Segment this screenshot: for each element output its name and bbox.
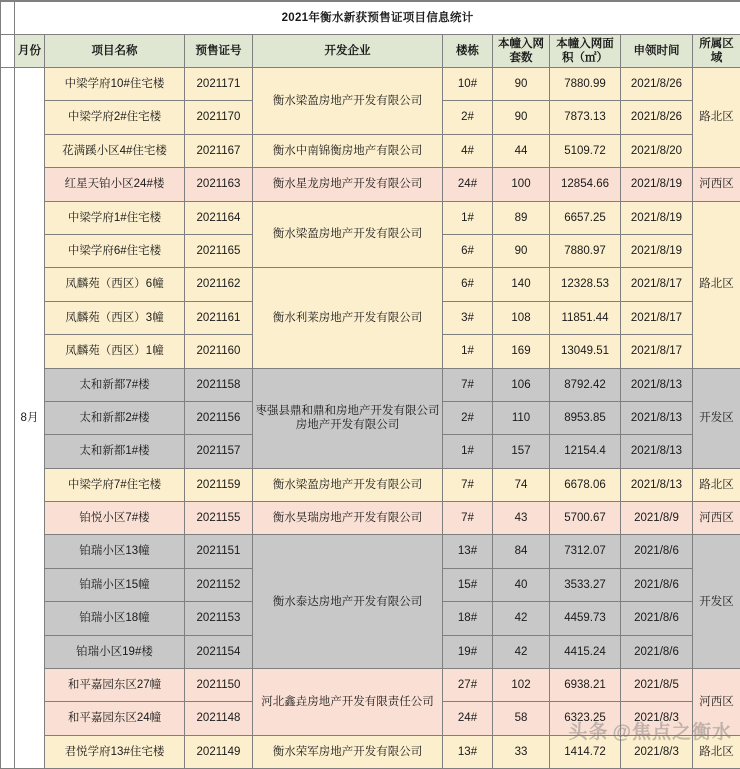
cell-units: 90 bbox=[493, 234, 550, 267]
cell-permit-no: 2021157 bbox=[185, 435, 253, 468]
cell-building: 27# bbox=[443, 669, 493, 702]
cell-region: 开发区 bbox=[693, 535, 740, 669]
cell-building: 1# bbox=[443, 335, 493, 368]
cell-building: 24# bbox=[443, 168, 493, 201]
cell-project-name: 铂瑞小区15幢 bbox=[45, 568, 185, 601]
cell-permit-no: 2021159 bbox=[185, 468, 253, 501]
cell-permit-no: 2021161 bbox=[185, 301, 253, 334]
cell-apply-date: 2021/8/3 bbox=[621, 735, 693, 768]
cell-units: 140 bbox=[493, 268, 550, 301]
cell-apply-date: 2021/8/19 bbox=[621, 168, 693, 201]
cell-apply-date: 2021/8/9 bbox=[621, 502, 693, 535]
cell-units: 43 bbox=[493, 502, 550, 535]
cell-region: 路北区 bbox=[693, 468, 740, 501]
cell-apply-date: 2021/8/20 bbox=[621, 134, 693, 167]
cell-project-name: 铂瑞小区18幢 bbox=[45, 602, 185, 635]
cell-building: 1# bbox=[443, 201, 493, 234]
cell-building: 2# bbox=[443, 401, 493, 434]
cell-apply-date: 2021/8/17 bbox=[621, 301, 693, 334]
cell-permit-no: 2021151 bbox=[185, 535, 253, 568]
table-row bbox=[1, 502, 740, 535]
cell-permit-no: 2021149 bbox=[185, 735, 253, 768]
cell-developer: 衡水星龙房地产开发有限公司 bbox=[253, 168, 443, 201]
cell-units: 169 bbox=[493, 335, 550, 368]
cell-project-name: 太和新都1#楼 bbox=[45, 435, 185, 468]
cell-area: 4415.24 bbox=[550, 635, 621, 668]
table-row bbox=[1, 168, 740, 201]
cell-area: 12328.53 bbox=[550, 268, 621, 301]
header-month: 月份 bbox=[15, 35, 45, 68]
cell-developer: 衡水梁盈房地产开发有限公司 bbox=[253, 68, 443, 135]
cell-units: 42 bbox=[493, 635, 550, 668]
cell-permit-no: 2021160 bbox=[185, 335, 253, 368]
cell-units: 108 bbox=[493, 301, 550, 334]
cell-building: 7# bbox=[443, 368, 493, 401]
cell-building: 18# bbox=[443, 602, 493, 635]
cell-units: 74 bbox=[493, 468, 550, 501]
table-row bbox=[1, 468, 740, 501]
cell-permit-no: 2021148 bbox=[185, 702, 253, 735]
cell-region: 河西区 bbox=[693, 168, 740, 201]
cell-building: 7# bbox=[443, 502, 493, 535]
cell-developer: 衡水梁盈房地产开发有限公司 bbox=[253, 468, 443, 501]
cell-apply-date: 2021/8/17 bbox=[621, 268, 693, 301]
cell-developer: 衡水梁盈房地产开发有限公司 bbox=[253, 201, 443, 268]
cell-apply-date: 2021/8/6 bbox=[621, 568, 693, 601]
cell-permit-no: 2021158 bbox=[185, 368, 253, 401]
cell-permit-no: 2021155 bbox=[185, 502, 253, 535]
cell-permit-no: 2021153 bbox=[185, 602, 253, 635]
cell-area: 8792.42 bbox=[550, 368, 621, 401]
header-region: 所属区域 bbox=[693, 35, 740, 68]
cell-area: 7312.07 bbox=[550, 535, 621, 568]
cell-apply-date: 2021/8/6 bbox=[621, 635, 693, 668]
cell-units: 110 bbox=[493, 401, 550, 434]
cell-project-name: 中梁学府2#住宅楼 bbox=[45, 101, 185, 134]
sheet-gutter bbox=[1, 2, 15, 35]
cell-apply-date: 2021/8/19 bbox=[621, 234, 693, 267]
month-cell: 8月 bbox=[15, 68, 45, 769]
header-permit-no: 预售证号 bbox=[185, 35, 253, 68]
header-building: 楼栋 bbox=[443, 35, 493, 68]
presale-permit-table bbox=[0, 1, 740, 769]
cell-units: 157 bbox=[493, 435, 550, 468]
sheet-gutter bbox=[1, 35, 15, 68]
cell-region: 路北区 bbox=[693, 68, 740, 168]
cell-project-name: 铂瑞小区13幢 bbox=[45, 535, 185, 568]
cell-project-name: 花满蹊小区4#住宅楼 bbox=[45, 134, 185, 167]
cell-area: 11851.44 bbox=[550, 301, 621, 334]
cell-apply-date: 2021/8/13 bbox=[621, 368, 693, 401]
cell-building: 19# bbox=[443, 635, 493, 668]
table-row bbox=[1, 735, 740, 768]
cell-units: 44 bbox=[493, 134, 550, 167]
header-project-name: 项目名称 bbox=[45, 35, 185, 68]
table-row bbox=[1, 368, 740, 401]
cell-units: 89 bbox=[493, 201, 550, 234]
cell-developer: 枣强县鼎和鼎和房地产开发有限公司房地产开发有限公司 bbox=[253, 368, 443, 468]
cell-permit-no: 2021163 bbox=[185, 168, 253, 201]
watermark-handle: @焦点之衡水 bbox=[612, 722, 732, 743]
cell-developer: 衡水利莱房地产开发有限公司 bbox=[253, 268, 443, 368]
cell-building: 10# bbox=[443, 68, 493, 101]
cell-building: 6# bbox=[443, 234, 493, 267]
cell-units: 42 bbox=[493, 602, 550, 635]
cell-developer: 衡水荣军房地产开发有限公司 bbox=[253, 735, 443, 768]
cell-permit-no: 2021170 bbox=[185, 101, 253, 134]
table-row bbox=[1, 669, 740, 702]
cell-area: 12154.4 bbox=[550, 435, 621, 468]
cell-building: 13# bbox=[443, 735, 493, 768]
header-developer: 开发企业 bbox=[253, 35, 443, 68]
cell-project-name: 中梁学府6#住宅楼 bbox=[45, 234, 185, 267]
cell-building: 3# bbox=[443, 301, 493, 334]
cell-permit-no: 2021165 bbox=[185, 234, 253, 267]
cell-area: 5700.67 bbox=[550, 502, 621, 535]
cell-building: 24# bbox=[443, 702, 493, 735]
cell-developer: 衡水中南锦衡房地产有限公司 bbox=[253, 134, 443, 167]
cell-area: 12854.66 bbox=[550, 168, 621, 201]
cell-units: 102 bbox=[493, 669, 550, 702]
title-row bbox=[1, 2, 740, 35]
cell-building: 6# bbox=[443, 268, 493, 301]
cell-units: 33 bbox=[493, 735, 550, 768]
cell-project-name: 太和新都2#楼 bbox=[45, 401, 185, 434]
cell-permit-no: 2021162 bbox=[185, 268, 253, 301]
cell-apply-date: 2021/8/26 bbox=[621, 101, 693, 134]
page-title: 2021年衡水新获预售证项目信息统计 bbox=[15, 2, 740, 35]
cell-project-name: 和平嘉园东区27幢 bbox=[45, 669, 185, 702]
header-row bbox=[1, 35, 740, 68]
cell-project-name: 凤麟苑（西区）6幢 bbox=[45, 268, 185, 301]
cell-units: 84 bbox=[493, 535, 550, 568]
cell-building: 2# bbox=[443, 101, 493, 134]
cell-permit-no: 2021152 bbox=[185, 568, 253, 601]
cell-apply-date: 2021/8/26 bbox=[621, 68, 693, 101]
cell-area: 6657.25 bbox=[550, 201, 621, 234]
cell-project-name: 中梁学府1#住宅楼 bbox=[45, 201, 185, 234]
cell-permit-no: 2021150 bbox=[185, 669, 253, 702]
cell-project-name: 红星天铂小区24#楼 bbox=[45, 168, 185, 201]
cell-region: 开发区 bbox=[693, 368, 740, 468]
cell-apply-date: 2021/8/13 bbox=[621, 435, 693, 468]
cell-permit-no: 2021164 bbox=[185, 201, 253, 234]
cell-area: 1414.72 bbox=[550, 735, 621, 768]
cell-project-name: 君悦学府13#住宅楼 bbox=[45, 735, 185, 768]
cell-project-name: 中梁学府7#住宅楼 bbox=[45, 468, 185, 501]
cell-building: 13# bbox=[443, 535, 493, 568]
cell-building: 7# bbox=[443, 468, 493, 501]
cell-apply-date: 2021/8/6 bbox=[621, 602, 693, 635]
cell-developer: 衡水泰达房地产开发有限公司 bbox=[253, 535, 443, 669]
cell-project-name: 铂悦小区7#楼 bbox=[45, 502, 185, 535]
cell-area: 6678.06 bbox=[550, 468, 621, 501]
cell-apply-date: 2021/8/5 bbox=[621, 669, 693, 702]
cell-permit-no: 2021171 bbox=[185, 68, 253, 101]
watermark-prefix: 头条 bbox=[568, 717, 608, 744]
table-row bbox=[1, 268, 740, 301]
cell-building: 1# bbox=[443, 435, 493, 468]
table-row bbox=[1, 201, 740, 234]
cell-project-name: 凤麟苑（西区）1幢 bbox=[45, 335, 185, 368]
cell-apply-date: 2021/8/3 bbox=[621, 702, 693, 735]
cell-project-name: 凤麟苑（西区）3幢 bbox=[45, 301, 185, 334]
cell-region: 路北区 bbox=[693, 735, 740, 768]
cell-units: 90 bbox=[493, 68, 550, 101]
cell-project-name: 铂瑞小区19#楼 bbox=[45, 635, 185, 668]
cell-units: 40 bbox=[493, 568, 550, 601]
cell-area: 3533.27 bbox=[550, 568, 621, 601]
cell-units: 100 bbox=[493, 168, 550, 201]
cell-permit-no: 2021154 bbox=[185, 635, 253, 668]
cell-area: 13049.51 bbox=[550, 335, 621, 368]
cell-apply-date: 2021/8/19 bbox=[621, 201, 693, 234]
cell-region: 河西区 bbox=[693, 502, 740, 535]
cell-region: 河西区 bbox=[693, 669, 740, 736]
cell-developer: 河北鑫垚房地产开发有限责任公司 bbox=[253, 669, 443, 736]
table-row bbox=[1, 134, 740, 167]
header-units: 本幢入网套数 bbox=[493, 35, 550, 68]
header-area: 本幢入网面积（㎡） bbox=[550, 35, 621, 68]
cell-project-name: 和平嘉园东区24幢 bbox=[45, 702, 185, 735]
cell-units: 58 bbox=[493, 702, 550, 735]
cell-permit-no: 2021156 bbox=[185, 401, 253, 434]
cell-building: 4# bbox=[443, 134, 493, 167]
sheet-gutter bbox=[1, 68, 15, 769]
cell-area: 4459.73 bbox=[550, 602, 621, 635]
cell-project-name: 太和新都7#楼 bbox=[45, 368, 185, 401]
cell-developer: 衡水昊瑞房地产开发有限公司 bbox=[253, 502, 443, 535]
cell-area: 5109.72 bbox=[550, 134, 621, 167]
header-apply-date: 申领时间 bbox=[621, 35, 693, 68]
cell-area: 7880.97 bbox=[550, 234, 621, 267]
cell-building: 15# bbox=[443, 568, 493, 601]
cell-apply-date: 2021/8/17 bbox=[621, 335, 693, 368]
cell-permit-no: 2021167 bbox=[185, 134, 253, 167]
table-row bbox=[1, 68, 740, 101]
cell-area: 6938.21 bbox=[550, 669, 621, 702]
table-row bbox=[1, 535, 740, 568]
cell-area: 7873.13 bbox=[550, 101, 621, 134]
cell-apply-date: 2021/8/13 bbox=[621, 401, 693, 434]
cell-area: 7880.99 bbox=[550, 68, 621, 101]
cell-units: 90 bbox=[493, 101, 550, 134]
cell-area: 6323.25 bbox=[550, 702, 621, 735]
cell-area: 8953.85 bbox=[550, 401, 621, 434]
cell-project-name: 中梁学府10#住宅楼 bbox=[45, 68, 185, 101]
cell-region: 路北区 bbox=[693, 201, 740, 368]
cell-apply-date: 2021/8/6 bbox=[621, 535, 693, 568]
cell-apply-date: 2021/8/13 bbox=[621, 468, 693, 501]
cell-units: 106 bbox=[493, 368, 550, 401]
